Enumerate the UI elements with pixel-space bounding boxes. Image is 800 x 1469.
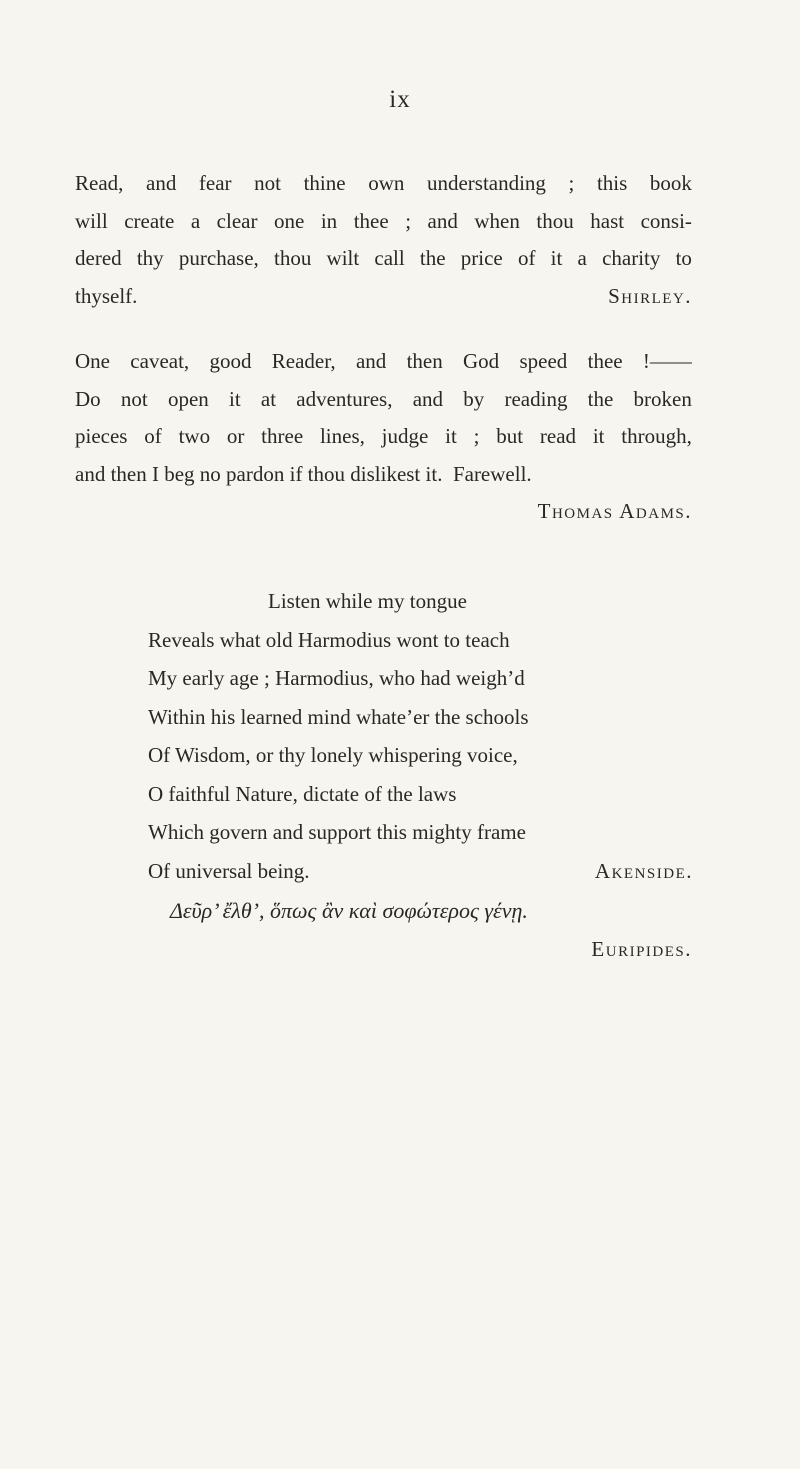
- passage-line: [75, 165, 692, 203]
- word: Read,: [75, 171, 124, 195]
- word: create: [124, 208, 175, 233]
- verse-line: Listen while my tongue: [268, 589, 467, 613]
- word: but: [496, 424, 524, 448]
- word: will: [75, 208, 108, 233]
- word: !——: [642, 349, 692, 373]
- attribution-akenside: Akenside.: [594, 858, 693, 883]
- word: ;: [473, 424, 480, 448]
- verse-akenside: [148, 582, 693, 890]
- verse-last-text: Of universal being.: [148, 858, 310, 883]
- passage-shirley: [75, 165, 692, 315]
- word: this: [596, 171, 628, 195]
- word: or: [226, 424, 245, 448]
- word: hast: [590, 208, 625, 233]
- word: one: [273, 208, 305, 233]
- passage-last-text: and then I beg no pardon if thou dislikest it. Farewell.: [75, 461, 532, 486]
- word: thy: [136, 246, 164, 270]
- word: of: [144, 424, 162, 448]
- word: consi-: [640, 208, 692, 233]
- word: thee: [353, 208, 389, 233]
- attribution-shirley: Shirley.: [608, 283, 692, 308]
- word: fear: [198, 171, 232, 195]
- word: judge: [381, 424, 429, 448]
- word: it: [550, 246, 563, 270]
- word: own: [368, 171, 405, 195]
- word: good: [209, 349, 252, 373]
- passage-line: [75, 343, 692, 381]
- word: and: [355, 349, 387, 373]
- word: God: [463, 349, 500, 373]
- word: the: [419, 246, 446, 270]
- passage-last-line: [75, 456, 692, 494]
- attribution-euripides: Euripides.: [591, 937, 692, 961]
- word: a: [577, 246, 587, 270]
- word: broken: [633, 386, 692, 411]
- word: wilt: [326, 246, 360, 270]
- word: pieces: [75, 424, 128, 448]
- word: purchase,: [178, 246, 259, 270]
- quote-euripides: [170, 892, 692, 968]
- verse-line: My early age ; Harmodius, who had weigh’d: [148, 666, 525, 690]
- word: thine: [303, 171, 346, 195]
- word: not: [120, 386, 148, 411]
- word: speed: [519, 349, 568, 373]
- word: ;: [405, 208, 412, 233]
- passage-line: [75, 203, 692, 241]
- attribution-row: [170, 930, 692, 968]
- word: then: [406, 349, 443, 373]
- word: Do: [75, 386, 101, 411]
- word: read: [539, 424, 577, 448]
- word: the: [587, 386, 614, 411]
- word: two: [178, 424, 211, 448]
- word: and: [427, 208, 458, 233]
- attribution-row: [75, 493, 692, 531]
- word: through,: [621, 424, 692, 448]
- page-number: ix: [389, 86, 411, 113]
- word: reading: [504, 386, 568, 411]
- word: book: [649, 171, 692, 195]
- passage-last-text: thyself.: [75, 283, 138, 308]
- word: not: [254, 171, 281, 195]
- word: clear: [216, 208, 258, 233]
- word: and: [146, 171, 177, 195]
- verse-line: O faithful Nature, dictate of the laws: [148, 781, 457, 806]
- word: open: [167, 386, 209, 411]
- word: Reader,: [271, 349, 336, 373]
- word: dered: [75, 246, 122, 270]
- word: it: [445, 424, 457, 448]
- word: to: [675, 246, 692, 270]
- word: in: [320, 208, 338, 233]
- passage-last-line: [75, 278, 692, 316]
- verse-line: Of Wisdom, or thy lonely whispering voice,: [148, 743, 518, 767]
- word: by: [463, 386, 485, 411]
- word: thee: [587, 349, 623, 373]
- word: ;: [568, 171, 575, 195]
- word: One: [75, 349, 110, 373]
- verse-line: Within his learned mind whate’er the schools: [148, 704, 529, 729]
- word: charity: [602, 246, 661, 270]
- word: adventures,: [296, 386, 393, 411]
- verse-line: Which govern and support this mighty frame: [148, 820, 526, 844]
- verse-last-line: [148, 852, 693, 891]
- word: it: [229, 386, 241, 411]
- word: thou: [273, 246, 312, 270]
- word: when: [474, 208, 520, 233]
- greek-quote: Δεῦρ’ ἔλθ’, ὅπως ἂν καὶ σοφώτερος γένῃ.: [170, 898, 528, 923]
- word: a: [190, 208, 201, 233]
- word: at: [260, 386, 277, 411]
- passage-line: [75, 418, 692, 456]
- verse-line: Reveals what old Harmodius wont to teach: [148, 627, 510, 652]
- word: of: [517, 246, 536, 270]
- word: caveat,: [130, 349, 190, 373]
- word: understanding: [426, 171, 546, 195]
- word: and: [412, 386, 444, 411]
- word: price: [460, 246, 503, 270]
- attribution-thomas-adams: Thomas Adams.: [537, 499, 692, 523]
- passage-line: [75, 381, 692, 419]
- passage-thomas-adams: [75, 343, 692, 531]
- word: it: [592, 424, 605, 448]
- word: thou: [536, 208, 574, 233]
- passage-line: [75, 240, 692, 278]
- word: three: [261, 424, 304, 448]
- word: lines,: [319, 424, 365, 448]
- word: call: [374, 246, 405, 270]
